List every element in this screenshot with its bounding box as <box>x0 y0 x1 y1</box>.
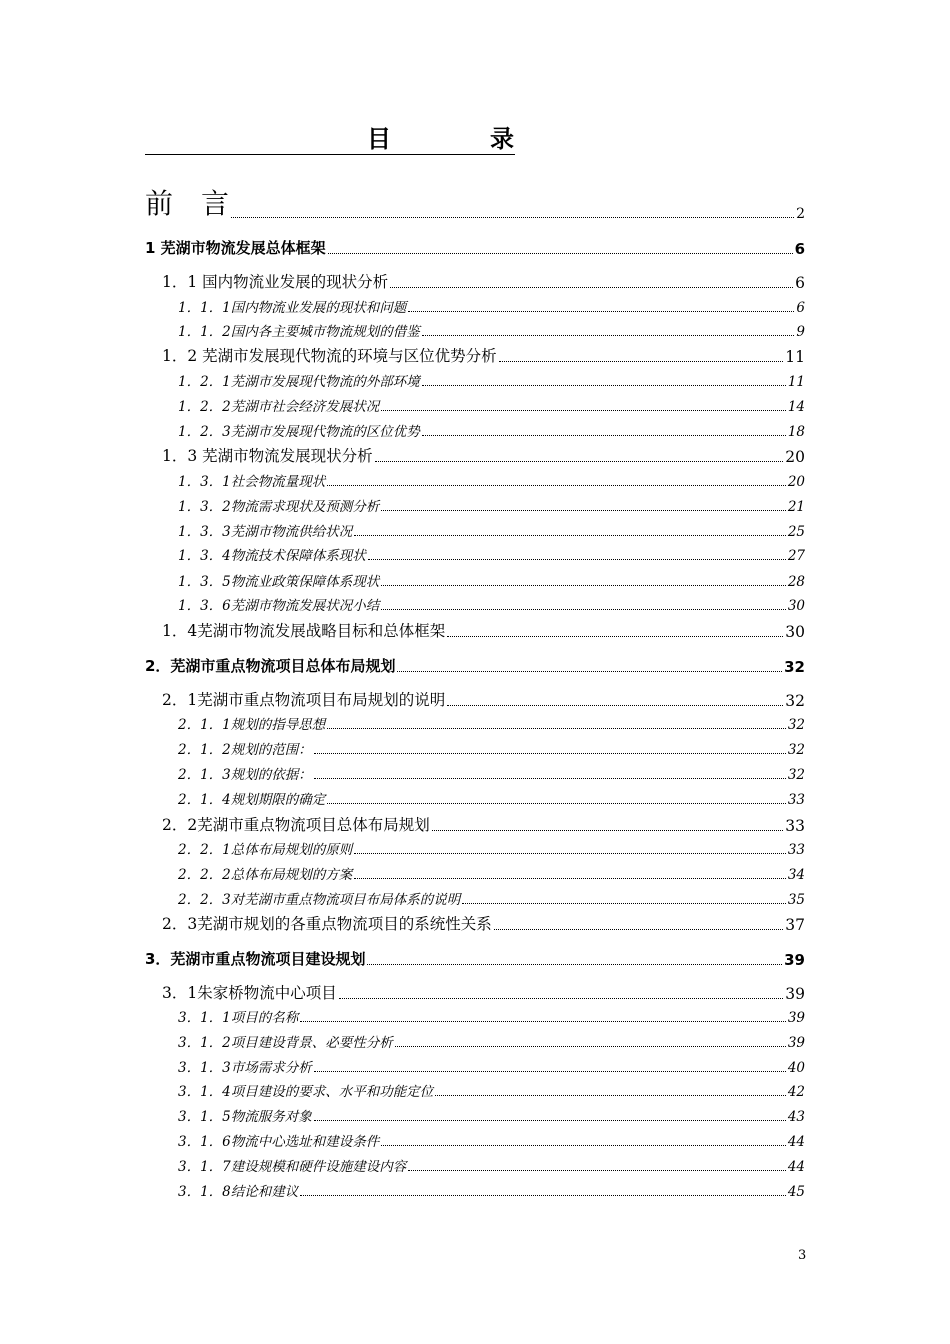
toc-entry-title: 1．3 芜湖市物流发展现状分析 <box>162 447 373 465</box>
toc-leader-dots <box>314 1071 786 1072</box>
toc-leader-dots <box>354 878 786 879</box>
toc-entry-title: 1．2．2芜湖市社会经济发展状况 <box>178 399 380 415</box>
toc-entry[interactable] <box>162 688 805 710</box>
toc-entry-title: 1．3．3芜湖市物流供给状况 <box>178 524 353 540</box>
toc-entry-page: 32 <box>784 658 805 676</box>
toc-leader-dots <box>314 753 786 754</box>
toc-leader-dots <box>314 1120 786 1121</box>
toc-entry-page: 11 <box>787 374 805 390</box>
toc-entry-title: 1．3．4物流技术保障体系现状 <box>178 548 366 564</box>
toc-entry-page: 33 <box>787 792 805 808</box>
toc-entry-title: 3．1．8结论和建议 <box>178 1184 299 1200</box>
footer-page-number: 3 <box>798 1248 807 1263</box>
toc-entry-title: 3．1．1项目的名称 <box>178 1010 299 1026</box>
toc-leader-dots <box>367 964 782 965</box>
toc-leader-dots <box>339 998 784 999</box>
toc-leader-dots <box>447 705 783 706</box>
toc-entry-title: 2．2．3对芜湖市重点物流项目布局体系的说明 <box>178 892 461 908</box>
toc-entry[interactable] <box>178 570 805 590</box>
toc-leader-dots <box>381 585 786 586</box>
toc-entry-page: 2 <box>796 206 805 222</box>
toc-entry[interactable] <box>145 654 805 676</box>
toc-entry-title: 1．2．1芜湖市发展现代物流的外部环境 <box>178 374 420 390</box>
toc-leader-dots <box>354 853 786 854</box>
toc-entry-page: 32 <box>787 717 805 733</box>
toc-leader-dots <box>327 728 786 729</box>
toc-leader-dots <box>375 461 784 462</box>
toc-entry-page: 32 <box>787 767 805 783</box>
toc-leader-dots <box>422 385 786 386</box>
toc-entry-page: 20 <box>785 448 805 466</box>
toc-entry-page: 45 <box>787 1184 805 1200</box>
toc-entry-page: 14 <box>787 399 805 415</box>
toc-entry-title: 1．2 芜湖市发展现代物流的环境与区位优势分析 <box>162 347 497 365</box>
toc-entry-title: 2．2．1总体布局规划的原则 <box>178 842 353 858</box>
toc-entry-title: 3．芜湖市重点物流项目建设规划 <box>145 950 366 968</box>
toc-leader-dots <box>408 1170 786 1171</box>
toc-entry-title: 3．1．7建设规模和硬件设施建设内容 <box>178 1159 407 1175</box>
toc-entry-page: 11 <box>785 348 805 366</box>
toc-entry[interactable] <box>162 813 805 835</box>
toc-entry-title: 3．1．2项目建设背景、必要性分析 <box>178 1035 393 1051</box>
toc-entry[interactable] <box>178 788 805 808</box>
toc-entry[interactable] <box>178 395 805 415</box>
toc-entry-title: 1．3．2物流需求现状及预测分析 <box>178 499 380 515</box>
toc-entry-page: 21 <box>787 499 805 515</box>
toc-entry[interactable] <box>178 838 805 858</box>
toc-leader-dots <box>408 311 794 312</box>
toc-title-right: 录 <box>490 125 514 153</box>
toc-entry-page: 39 <box>785 985 805 1003</box>
toc-leader-dots <box>462 903 786 904</box>
toc-entry-page: 9 <box>796 324 805 340</box>
toc-entry[interactable] <box>178 495 805 515</box>
toc-entry[interactable] <box>178 470 805 490</box>
toc-leader-dots <box>494 929 784 930</box>
toc-entry-page: 35 <box>787 892 805 908</box>
toc-entry[interactable] <box>145 236 805 258</box>
toc-entry[interactable] <box>178 320 805 340</box>
toc-entry-title: 1 芜湖市物流发展总体框架 <box>145 239 326 257</box>
toc-leader-dots <box>381 410 786 411</box>
toc-leader-dots <box>327 803 786 804</box>
toc-leader-dots <box>381 1145 786 1146</box>
toc-entry[interactable] <box>178 1155 805 1175</box>
toc-entry-page: 6 <box>795 274 805 292</box>
toc-entry-title: 2．1．3规划的依据： <box>178 767 312 783</box>
toc-entry[interactable] <box>178 520 805 540</box>
toc-entry-title: 2．1．4规划期限的确定 <box>178 792 326 808</box>
toc-leader-dots <box>327 485 786 486</box>
toc-entry-title: 1．3．5物流业政策保障体系现状 <box>178 574 380 590</box>
toc-entry-title: 1．4芜湖市物流发展战略目标和总体框架 <box>162 622 446 640</box>
toc-entry-page: 32 <box>785 692 805 710</box>
toc-title-left: 目 <box>367 125 391 153</box>
toc-entry-page: 20 <box>787 474 805 490</box>
toc-entry-title: 前 言 <box>145 187 230 220</box>
toc-entry[interactable] <box>178 1080 805 1100</box>
toc-leader-dots <box>231 217 794 218</box>
toc-entry-title: 2．1芜湖市重点物流项目布局规划的说明 <box>162 691 446 709</box>
toc-entry[interactable] <box>178 420 805 440</box>
toc-entry-title: 3．1．4项目建设的要求、水平和功能定位 <box>178 1084 434 1100</box>
toc-entry[interactable] <box>178 594 805 614</box>
toc-leader-dots <box>435 1095 786 1096</box>
toc-leader-dots <box>381 510 786 511</box>
toc-entry-page: 30 <box>787 598 805 614</box>
toc-leader-dots <box>328 253 793 254</box>
toc-entry[interactable] <box>178 544 805 564</box>
toc-entry-page: 18 <box>787 424 805 440</box>
toc-leader-dots <box>395 1046 786 1047</box>
toc-entry[interactable] <box>162 619 805 641</box>
toc-entry[interactable] <box>178 888 805 908</box>
toc-entry[interactable] <box>162 270 805 292</box>
toc-entry[interactable] <box>178 1105 805 1125</box>
toc-entry-title: 3．1朱家桥物流中心项目 <box>162 984 337 1002</box>
toc-entry-page: 39 <box>787 1010 805 1026</box>
toc-entry[interactable] <box>178 1031 805 1051</box>
toc-entry[interactable] <box>178 1056 805 1076</box>
toc-leader-dots <box>422 335 795 336</box>
toc-entry[interactable] <box>178 1006 805 1026</box>
toc-entry-page: 27 <box>787 548 805 564</box>
toc-entry[interactable] <box>162 444 805 466</box>
toc-entry-page: 6 <box>796 300 805 316</box>
toc-entry-page: 40 <box>787 1060 805 1076</box>
toc-entry-page: 32 <box>787 742 805 758</box>
toc-leader-dots <box>354 535 786 536</box>
toc-entry-page: 28 <box>787 574 805 590</box>
toc-entry-title: 1．3．1社会物流量现状 <box>178 474 326 490</box>
toc-leader-dots <box>447 636 783 637</box>
toc-entry-page: 37 <box>785 916 805 934</box>
toc-entry-title: 2．1．2规划的范围： <box>178 742 312 758</box>
toc-entry-page: 25 <box>787 524 805 540</box>
toc-entry[interactable] <box>178 1130 805 1150</box>
toc-entry-title: 2．芜湖市重点物流项目总体布局规划 <box>145 657 396 675</box>
toc-entry[interactable] <box>162 981 805 1003</box>
toc-entry[interactable] <box>162 344 805 366</box>
toc-entry-page: 33 <box>785 817 805 835</box>
toc-entry-title: 1．3．6芜湖市物流发展状况小结 <box>178 598 380 614</box>
toc-leader-dots <box>368 559 786 560</box>
toc-entry[interactable] <box>178 738 805 758</box>
toc-entry-title: 1．1 国内物流业发展的现状分析 <box>162 273 389 291</box>
toc-entry-page: 6 <box>794 240 805 258</box>
toc-entry[interactable] <box>178 1180 805 1200</box>
toc-entry-title: 2．2芜湖市重点物流项目总体布局规划 <box>162 816 430 834</box>
toc-entry[interactable] <box>145 947 805 969</box>
toc-entry-title: 2．1．1规划的指导思想 <box>178 717 326 733</box>
toc-leader-dots <box>314 778 786 779</box>
toc-entry[interactable] <box>178 296 805 316</box>
toc-leader-dots <box>422 435 786 436</box>
toc-entry-page: 39 <box>787 1035 805 1051</box>
toc-entry[interactable] <box>145 186 805 222</box>
toc-entry[interactable] <box>178 863 805 883</box>
toc-entry-page: 42 <box>787 1084 805 1100</box>
toc-entry-title: 1．2．3芜湖市发展现代物流的区位优势 <box>178 424 420 440</box>
toc-entry-page: 39 <box>784 951 805 969</box>
toc-leader-dots <box>300 1021 786 1022</box>
toc-leader-dots <box>381 609 786 610</box>
toc-entry-title: 3．1．5物流服务对象 <box>178 1109 312 1125</box>
toc-entry-page: 34 <box>787 867 805 883</box>
toc-entry-title: 2．2．2总体布局规划的方案 <box>178 867 353 883</box>
toc-leader-dots <box>390 287 793 288</box>
toc-entry[interactable] <box>178 370 805 390</box>
toc-entry-title: 1．1．2国内各主要城市物流规划的借鉴 <box>178 324 420 340</box>
toc-entry[interactable] <box>178 713 805 733</box>
toc-entry-page: 44 <box>787 1134 805 1150</box>
toc-entry[interactable] <box>162 912 805 934</box>
toc-entry-page: 43 <box>787 1109 805 1125</box>
toc-entry-title: 1．1．1国内物流业发展的现状和问题 <box>178 300 407 316</box>
toc-entry-page: 44 <box>787 1159 805 1175</box>
toc-entry-title: 2．3芜湖市规划的各重点物流项目的系统性关系 <box>162 915 492 933</box>
toc-entry[interactable] <box>178 763 805 783</box>
toc-entry-page: 33 <box>787 842 805 858</box>
toc-entry-page: 30 <box>785 623 805 641</box>
toc-leader-dots <box>499 361 784 362</box>
toc-leader-dots <box>432 830 784 831</box>
toc-leader-dots <box>300 1195 786 1196</box>
toc-entry-title: 3．1．3市场需求分析 <box>178 1060 312 1076</box>
toc-leader-dots <box>397 671 782 672</box>
toc-entry-title: 3．1．6物流中心选址和建设条件 <box>178 1134 380 1150</box>
